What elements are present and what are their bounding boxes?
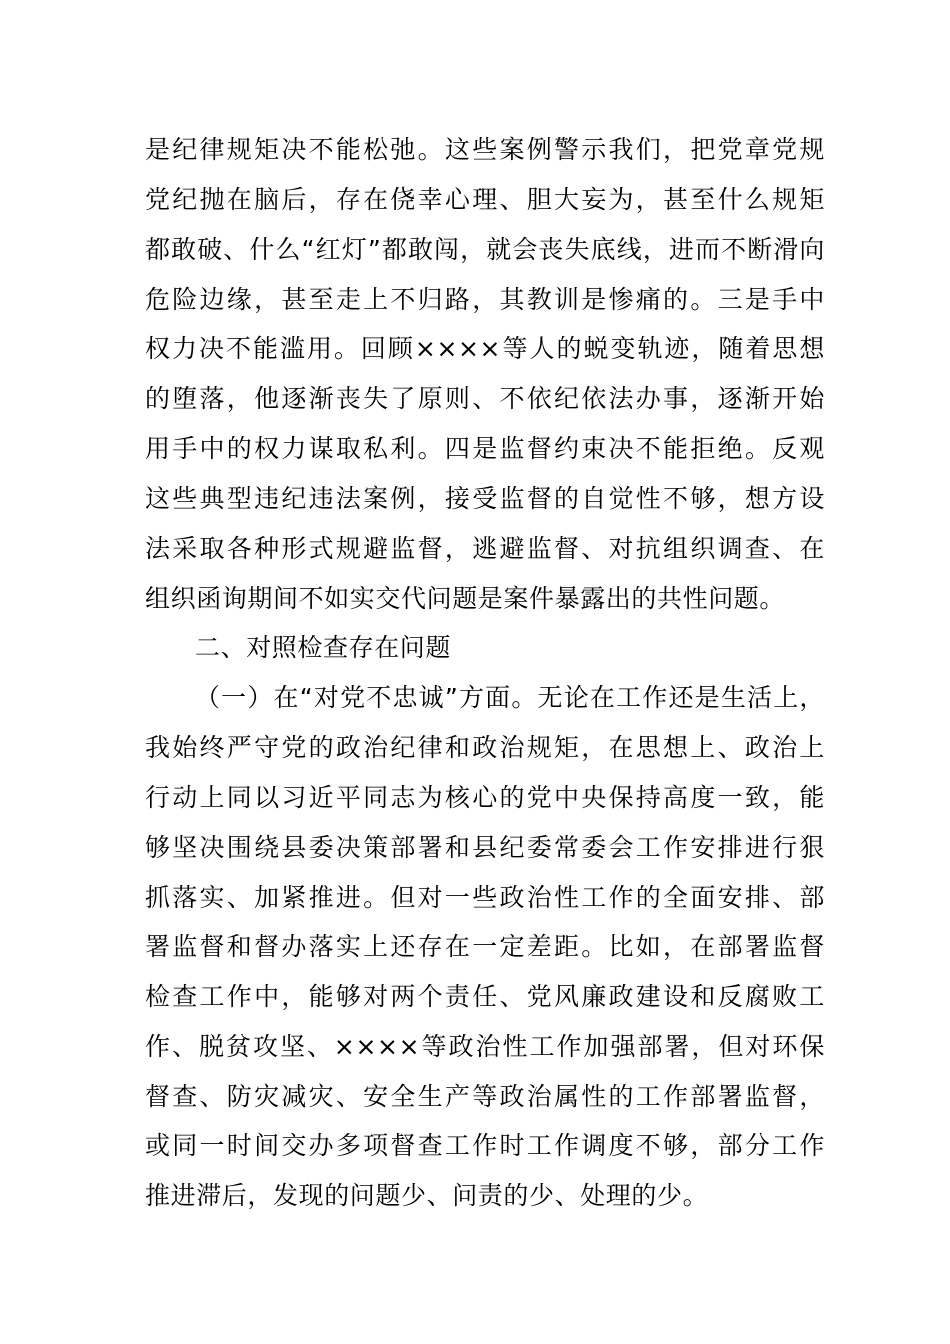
paragraph-line: 党纪抛在脑后，存在侥幸心理、胆大妄为，甚至什么规矩 <box>145 185 825 214</box>
paragraph-line: 法采取各种形式规避监督，逃避监督、对抗组织调查、在 <box>145 534 825 563</box>
paragraph-line: 危险边缘，甚至走上不归路，其教训是惨痛的。三是手中 <box>145 285 825 314</box>
paragraph-line: 组织函询期间不如实交代问题是案件暴露出的共性问题。 <box>145 584 786 613</box>
paragraph-line: （一）在“对党不忠诚”方面。无论在工作还是生活上， <box>195 683 825 712</box>
paragraph-line: 行动上同以习近平同志为核心的党中央保持高度一致，能 <box>145 783 825 812</box>
paragraph-line: 推进滞后，发现的问题少、问责的少、处理的少。 <box>145 1181 709 1210</box>
section-heading: 二、对照检查存在问题 <box>195 633 452 662</box>
paragraph-line: 检查工作中，能够对两个责任、党风廉政建设和反腐败工 <box>145 982 825 1011</box>
paragraph-line: 是纪律规矩决不能松弛。这些案例警示我们，把党章党规 <box>145 135 825 164</box>
paragraph-line: 署监督和督办落实上还存在一定差距。比如，在部署监督 <box>145 932 825 961</box>
paragraph-line: 权力决不能滥用。回顾××××等人的蜕变轨迹，随着思想 <box>145 334 825 363</box>
paragraph-line: 都敢破、什么“红灯”都敢闯，就会丧失底线，进而不断滑向 <box>145 235 825 264</box>
paragraph-line: 的堕落，他逐渐丧失了原则、不依纪依法办事，逐渐开始 <box>145 384 825 413</box>
paragraph-line: 这些典型违纪违法案例，接受监督的自觉性不够，想方设 <box>145 484 825 513</box>
paragraph-line: 够坚决围绕县委决策部署和县纪委常委会工作安排进行狠 <box>145 833 825 862</box>
paragraph-line: 抓落实、加紧推进。但对一些政治性工作的全面安排、部 <box>145 883 825 912</box>
paragraph-line: 用手中的权力谋取私利。四是监督约束决不能拒绝。反观 <box>145 434 825 463</box>
paragraph-line: 或同一时间交办多项督查工作时工作调度不够，部分工作 <box>145 1131 825 1160</box>
paragraph-line: 我始终严守党的政治纪律和政治规矩，在思想上、政治上 <box>145 733 825 762</box>
paragraph-line: 作、脱贫攻坚、××××等政治性工作加强部署，但对环保 <box>145 1032 825 1061</box>
paragraph-line: 督查、防灾减灾、安全生产等政治属性的工作部署监督， <box>145 1082 825 1111</box>
